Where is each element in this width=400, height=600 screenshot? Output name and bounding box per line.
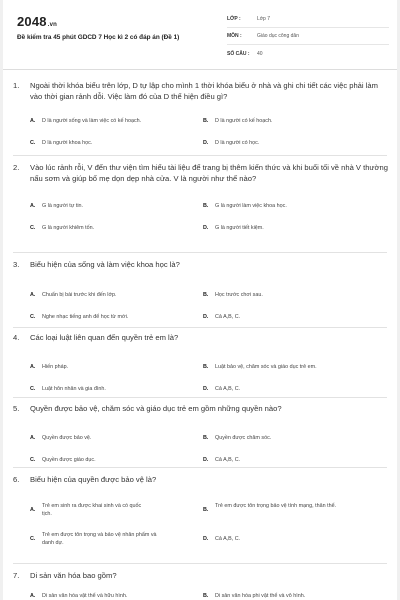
- divider: [13, 327, 387, 328]
- option-b[interactable]: B. Luật bảo vệ, chăm sóc và giáo dục trẻ em.: [203, 364, 317, 370]
- option-a[interactable]: A. D là người sống và làm việc có kế hoạch.: [30, 118, 142, 124]
- options: [13, 423, 389, 463]
- question-text: Biểu hiện của sống và làm việc khoa học là?: [30, 260, 180, 269]
- option-b[interactable]: B. D là người có kế hoạch.: [203, 118, 273, 124]
- question-text: Biểu hiện của quyền được bảo vệ là?: [30, 475, 157, 484]
- exam-page: [3, 0, 397, 600]
- question-text: Vào lúc rảnh rỗi, V đến thư viện tìm hiểu tài liệu để trang bị thêm kiến thức và khi buổi tối về nhà V thường nấu sơm và giúp bố mẹ dọn dẹp nhà cửa. V là người như thế nào?: [30, 163, 388, 183]
- option-a[interactable]: A. G là người tự tin.: [30, 203, 84, 209]
- question-number: 2.: [13, 163, 20, 172]
- meta-label: LỚP :: [227, 16, 241, 22]
- options: [13, 494, 389, 564]
- option-a[interactable]: A. Chuẩn bị bài trước khi đến lớp.: [30, 292, 117, 298]
- option-c[interactable]: C. D là người khoa học.: [30, 140, 93, 146]
- option-c[interactable]: C. Luật hôn nhân và gia đình.: [30, 386, 106, 392]
- site-logo[interactable]: [17, 14, 57, 29]
- option-c[interactable]: C. Trẻ em được tôn trọng và bảo vệ nhân phẩm và danh dự.: [30, 532, 157, 546]
- options: [13, 111, 389, 151]
- option-c[interactable]: C. G là người khiêm tốn.: [30, 225, 95, 231]
- question-number: 3.: [13, 260, 20, 269]
- divider: [13, 563, 387, 564]
- options: [13, 352, 389, 392]
- option-b[interactable]: B. Di sản văn hóa phi vật thể và vô hình.: [203, 593, 306, 599]
- meta-label: MÔN :: [227, 33, 242, 39]
- option-c[interactable]: C. Quyền được giáo dục.: [30, 457, 96, 463]
- divider: [13, 397, 387, 398]
- divider: [13, 155, 387, 156]
- option-b[interactable]: B. G là người làm việc khoa học.: [203, 203, 287, 209]
- option-a[interactable]: A. Di sản văn hóa vật thể và hữu hình.: [30, 593, 128, 599]
- exam-meta: [227, 11, 389, 62]
- question-5: [13, 403, 389, 463]
- question-3: [13, 259, 389, 319]
- option-a[interactable]: A. Trẻ em sinh ra được khai sinh và có quốc tịch.: [30, 503, 142, 517]
- question-text: Di sản văn hóa bao gồm?: [30, 571, 117, 580]
- option-a[interactable]: A. Quyền được bảo vệ.: [30, 435, 92, 441]
- options: [13, 193, 389, 233]
- option-d[interactable]: D. Cả A,B, C.: [203, 457, 241, 463]
- question-text: Ngoài thời khóa biểu trên lớp, D tự lập cho mình 1 thời khóa biểu ở nhà và ghi chi tiết các việc phải làm vào thời gian rảnh dỗi. Việc làm đó của D thể hiện điều gì?: [30, 81, 378, 101]
- option-d[interactable]: D. G là người tiết kiệm.: [203, 225, 264, 231]
- options: [13, 590, 389, 600]
- divider: [13, 467, 387, 468]
- option-c[interactable]: C. Nghe nhạc tiếng anh để học từ mới.: [30, 314, 129, 320]
- option-b[interactable]: B. Quyền được chăm sóc.: [203, 435, 272, 441]
- question-4: [13, 332, 389, 392]
- question-number: 1.: [13, 81, 20, 90]
- options: [13, 279, 389, 319]
- option-d[interactable]: D. Cả A,B, C.: [203, 314, 241, 320]
- logo-suffix: .vn: [47, 22, 58, 28]
- question-1: [13, 80, 389, 151]
- question-number: 5.: [13, 404, 20, 413]
- meta-label: SỐ CÂU :: [227, 50, 250, 57]
- question-text: Quyền được bảo vệ, chăm sóc và giáo dục trẻ em gồm những quyền nào?: [30, 404, 282, 413]
- question-2: [13, 162, 389, 233]
- option-d[interactable]: D. Cả A,B, C.: [203, 536, 241, 542]
- meta-row-class: [227, 11, 389, 28]
- exam-title: Đề kiểm tra 45 phút GDCD 7 Học kì 2 có đáp án (Đề 1): [17, 34, 180, 41]
- question-7: [13, 570, 389, 600]
- meta-value: Lớp 7: [257, 16, 271, 22]
- meta-value: Giáo dục công dân: [257, 33, 299, 39]
- option-d[interactable]: D. D là người có học.: [203, 140, 260, 146]
- question-number: 6.: [13, 475, 20, 484]
- meta-row-count: [227, 45, 389, 62]
- logo-text: 2048: [17, 14, 47, 29]
- meta-row-subject: [227, 28, 389, 45]
- question-6: [13, 474, 389, 564]
- meta-value: 40: [257, 50, 263, 57]
- option-b[interactable]: B. Học trước chơi sau.: [203, 292, 263, 298]
- question-text: Các loại luật liên quan đến quyền trẻ em là?: [30, 333, 179, 342]
- option-a[interactable]: A. Hiến pháp.: [30, 364, 69, 370]
- option-b[interactable]: B. Trẻ em được tôn trọng bảo vệ tính mạng, thân thể.: [203, 503, 337, 513]
- question-number: 4.: [13, 333, 20, 342]
- page-header: [3, 0, 397, 70]
- divider: [13, 252, 387, 253]
- option-d[interactable]: D. Cả A,B, C.: [203, 386, 241, 392]
- question-number: 7.: [13, 571, 20, 580]
